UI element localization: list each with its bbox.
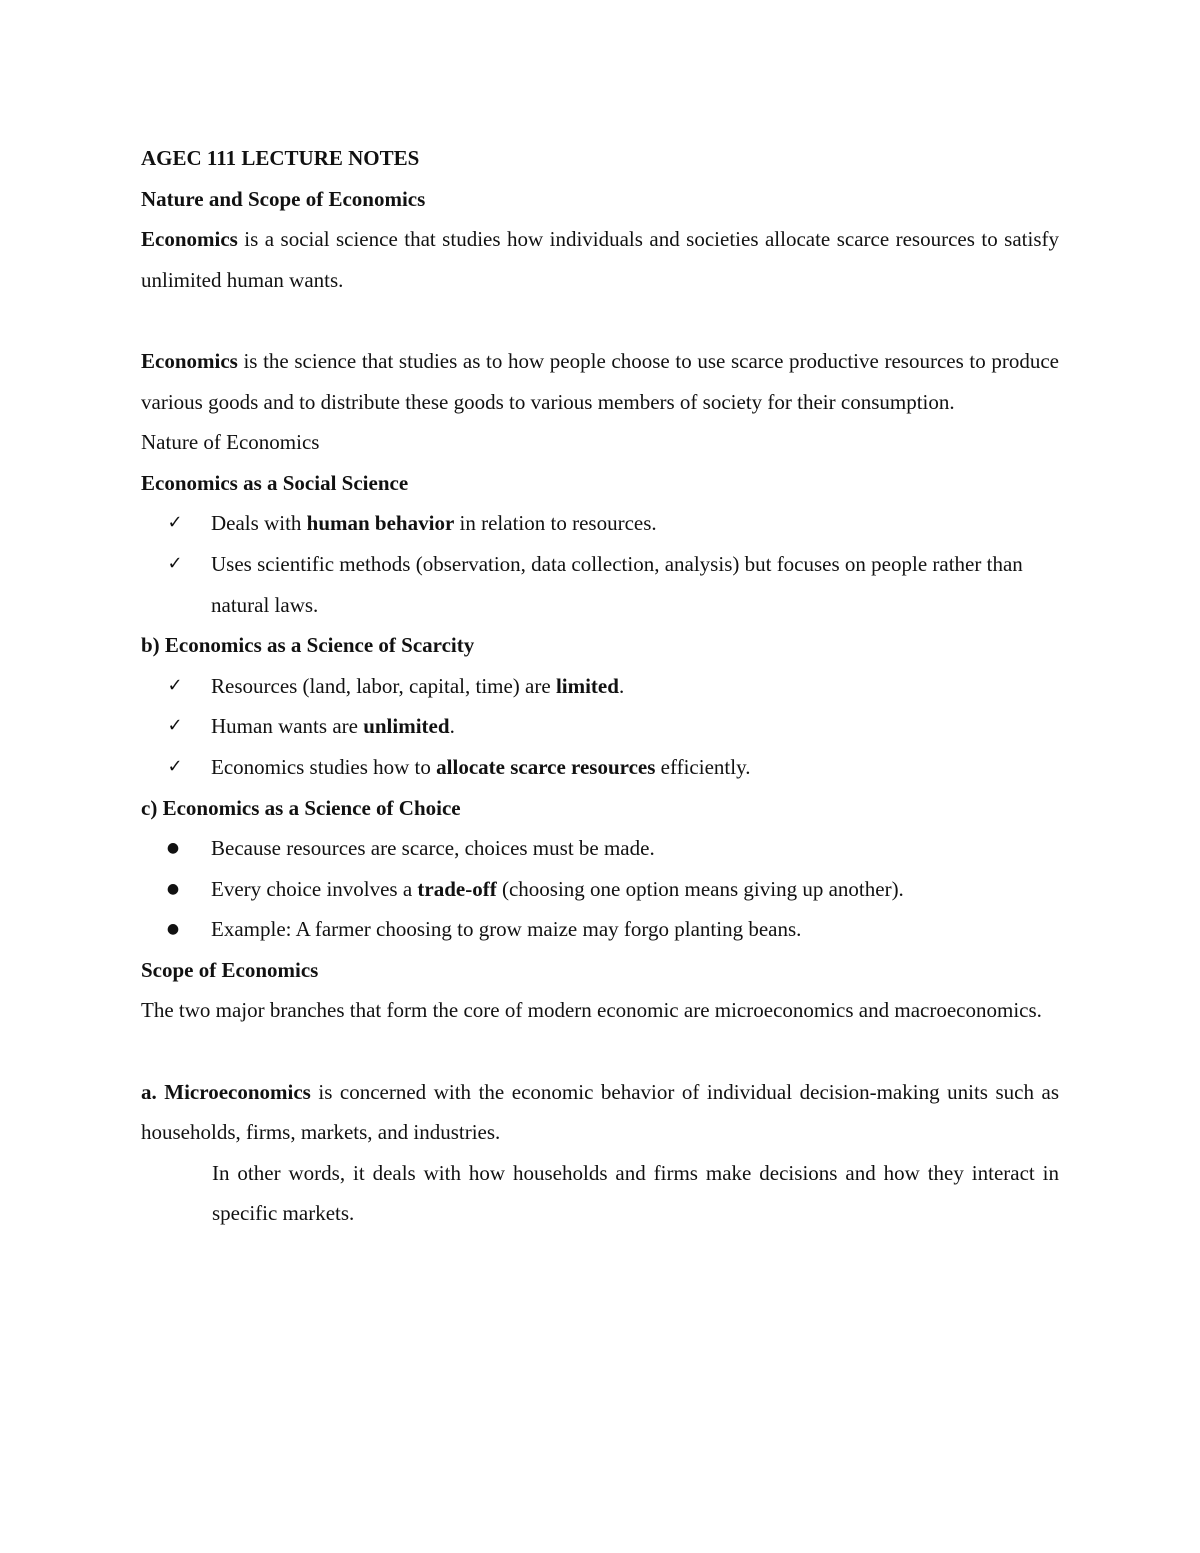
list-item [167,544,1059,625]
bullet-icon: ● [166,880,180,897]
item-text: efficiently. [655,754,751,779]
item-text: Economics studies how to [211,754,437,779]
item-text: Example: A farmer choosing to grow maize may forgo planting beans. [211,917,802,942]
checkmark-icon: ✓ [167,715,183,737]
checkmark-icon: ✓ [167,552,183,574]
item-bold-text: allocate scarce resources [436,754,656,779]
section-a-list [141,503,1059,625]
microeconomics-text: is concerned with the economic behavior of individual decision-making units such as households, firms, markets, and industries. [141,1079,1059,1145]
definition-text: is the science that studies as to how people choose to use scarce productive resources to produce various goods and to distribute these goods to various members of society for their consumption. [141,348,1059,414]
section-b-heading: b) Economics as a Science of Scarcity [141,633,475,658]
item-text: . [449,714,455,739]
microeconomics-paragraph [141,1072,1059,1153]
scope-heading: Scope of Economics [141,957,319,982]
item-text: in relation to resources. [454,511,657,536]
blank-line [141,300,1059,341]
checkmark-icon: ✓ [167,674,183,696]
list-item [166,828,1059,869]
bullet-icon: ● [166,840,180,857]
list-item [166,869,1059,910]
item-bold-text: unlimited [363,714,450,739]
scope-paragraph: The two major branches that form the core of modern economic are microeconomics and macroeconomics. [141,998,1042,1023]
bullet-icon: ● [166,921,180,938]
item-text: Every choice involves a [211,876,418,901]
blank-line [141,1031,1059,1072]
item-text: Deals with [211,511,307,536]
definition-paragraph-1 [141,219,1059,300]
document-subtitle: Nature and Scope of Economics [141,186,426,211]
section-b-list [141,666,1059,788]
item-text: Uses scientific methods (observation, data collection, analysis) but focuses on people rather than natural laws. [211,551,1023,617]
item-text: Because resources are scarce, choices must be made. [211,836,655,861]
section-c-list [141,828,1059,950]
definition-text: is a social science that studies how individuals and societies allocate scarce resources to satisfy unlimited human wants. [141,227,1059,292]
list-item [167,706,1059,747]
definition-term: Economics [141,227,238,252]
definition-paragraph-2 [141,341,1059,422]
microeconomics-indented-paragraph: In other words, it deals with how households and firms make decisions and how they interact in specific markets. [212,1160,1059,1226]
microeconomics-label: a. Microeconomics [141,1079,311,1104]
document-page [141,138,1059,1234]
item-text: Resources (land, labor, capital, time) are [211,673,556,698]
item-text: . [618,673,625,698]
list-item [166,909,1059,950]
list-item [167,747,1059,788]
checkmark-icon: ✓ [167,755,183,777]
item-bold-text: trade-off [417,876,497,901]
item-bold-text: limited [555,673,619,698]
definition-term: Economics [141,348,238,373]
list-item [167,666,1059,707]
section-a-heading: Economics as a Social Science [141,470,409,495]
item-bold-text: human behavior [306,511,455,536]
nature-heading: Nature of Economics [141,430,320,455]
document-title: AGEC 111 LECTURE NOTES [141,146,420,170]
item-text: Human wants are [211,714,364,739]
item-text: (choosing one option means giving up another). [496,876,904,901]
checkmark-icon: ✓ [167,512,183,534]
list-item [167,503,1059,544]
section-c-heading: c) Economics as a Science of Choice [141,795,461,820]
